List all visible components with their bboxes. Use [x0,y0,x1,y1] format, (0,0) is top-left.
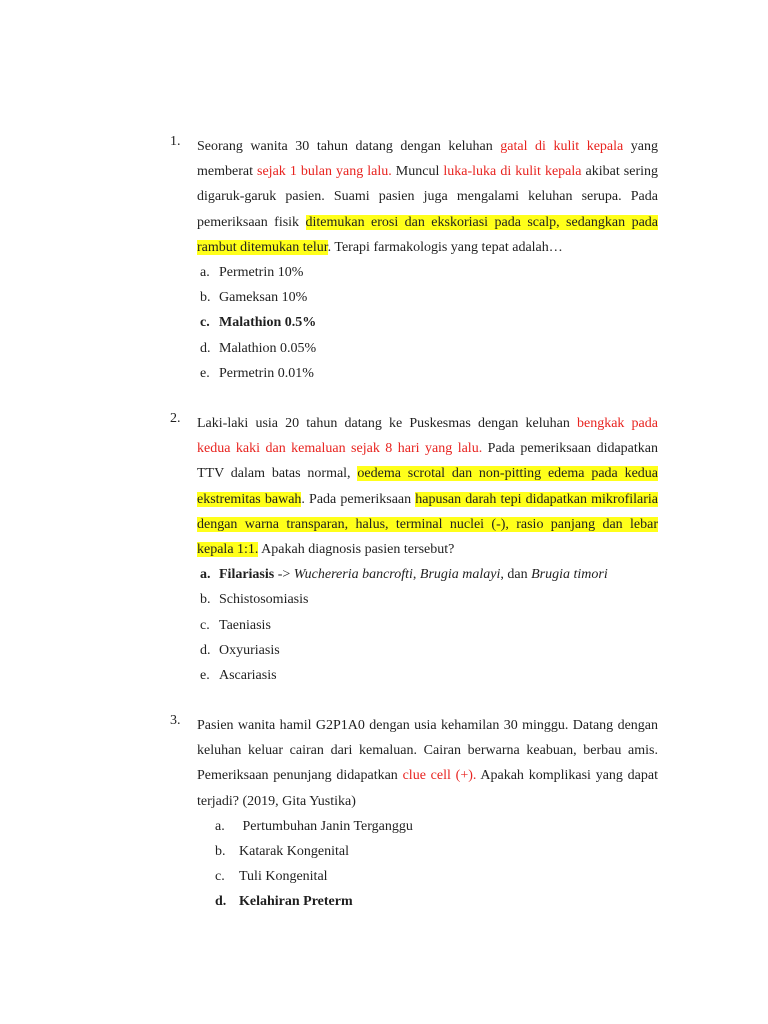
question-3 [170,713,658,915]
stem-text: Pada pemeriksaan didapatkan TTV dalam batas normal, [197,441,659,482]
option-e: e. Permetrin 0.01% [200,365,314,381]
stem-text: . Terapi farmakologis yang tepat adalah… [327,239,563,255]
answer-options [200,260,658,386]
question-stem [197,411,658,562]
option-a-correct: a. Filariasis -> Wuchereria bancrofti, Brugia malayi, dan Brugia timori [200,567,608,583]
stem-text: Pasien wanita hamil G2P1A0 dengan usia kehamilan 30 minggu. Datang dengan keluhan keluar cairan dari kemaluan. Cairan berwarna keabuan, berbau amis. Pemeriksaan penunjang didapatkan [197,718,658,784]
question-number: 2. [170,411,181,426]
option-b: b. Katarak Kongenital [215,844,350,859]
stem-text: Apakah diagnosis pasien tersebut? [258,542,455,558]
option-c-correct: c. Malathion 0.5% [200,315,317,331]
option-b: b. Gameksan 10% [200,290,308,306]
stem-highlight: oedema scrotal dan non-pitting edema pada kedua ekstremitas bawah [197,466,659,507]
option-c: c. Taeniasis [200,617,271,633]
stem-text: yang memberat [197,139,659,180]
option-a: a. Permetrin 10% [200,265,304,281]
option-e: e. Ascariasis [200,667,277,683]
question-stem [197,713,658,814]
stem-red-text: sejak 1 bulan yang lalu. [257,164,392,180]
question-2 [170,411,658,688]
question-1 [170,134,658,386]
stem-text: Muncul [391,164,444,180]
stem-text: akibat sering digaruk-garuk pasien. Suami pasien juga mengalami keluhan serupa. Pada pemeriksaan fisik [197,164,659,230]
option-d: d. Malathion 0.05% [200,340,317,356]
answer-note: -> Wuchereria bancrofti, Brugia malayi, dan Brugia timori [274,567,608,583]
stem-highlight: hapusan darah tepi didapatkan mikrofilaria dengan warna transparan, halus, terminal nuclei (-), rasio panjang dan lebar kepala 1:1. [197,491,658,558]
stem-red-text: gatal di kulit kepala [500,139,624,154]
stem-text: Apakah komplikasi yang dapat terjadi? (2019, Gita Yustika) [197,768,658,809]
option-d: d. Oxyuriasis [200,642,280,658]
stem-red-text: bengkak pada kedua kaki dan kemaluan sejak 8 hari yang lalu. [197,416,658,457]
stem-red-text: clue cell (+). [402,768,477,784]
stem-red-text: luka-luka di kulit kepala [443,164,582,180]
question-number: 1. [170,134,181,149]
stem-text: Seorang wanita 30 tahun datang dengan keluhan [197,139,501,154]
stem-highlight: ditemukan erosi dan ekskoriasi pada scalp, sedangkan pada rambut ditemukan telur [197,214,658,255]
stem-text: Laki-laki usia 20 tahun datang ke Puskesmas dengan keluhan [197,416,577,431]
option-b: b. Schistosomiasis [200,592,309,608]
option-a: a. Pertumbuhan Janin Terganggu [215,818,413,834]
answer-options [215,814,658,915]
answer-options [200,562,658,688]
question-number: 3. [170,713,181,728]
option-c: c. Tuli Kongenital [215,869,328,885]
option-d-correct: d. Kelahiran Preterm [215,894,353,910]
stem-text: . Pada pemeriksaan [301,491,416,507]
question-stem [197,134,658,260]
